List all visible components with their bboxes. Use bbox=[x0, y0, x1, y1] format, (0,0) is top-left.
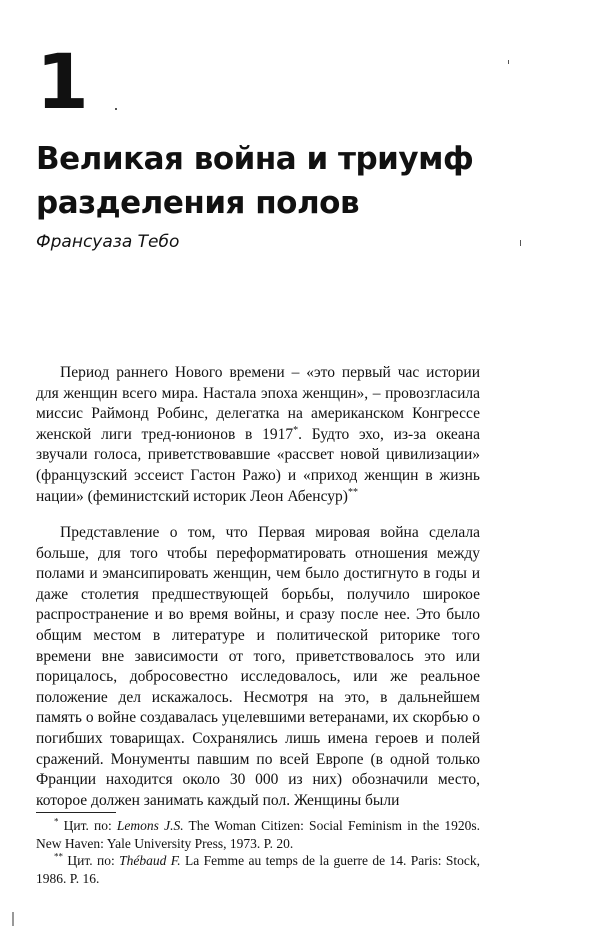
scan-speck bbox=[115, 108, 117, 110]
footnote-marker-2: ** bbox=[347, 486, 358, 498]
paragraph-2-text: Представление о том, что Первая мировая война сделала больше, для того чтобы переформатировать отношения между полами и эмансипировать женщин, чем было достигнуто в годы и даже столетия предшествующей борьбы, получило широкое распространение и во время войны, и сразу после нее. Это было общим местом в литературе и политической риторике того времени вне зависимости от того, приветствовалось это или порицалось, добросовестно исследовалось, или же реальное положение дел искажалось. Несмотря на это, в дальнейшем память о войне создавалась уцелевшими ветеранами, их скорбью о погибших товарищах. Сохранялись лишь имена героев и полей сражений. Монументы павшим по всей Европе (в одной только Франции находится около 30 000 из них) обозначили место, которое должен занимать каждый пол. Женщины были bbox=[36, 524, 480, 809]
chapter-title: Великая война и триумф разделения полов bbox=[36, 141, 474, 221]
paragraph-1-part-2: . Будто эхо, из-за океана звучали голоса, приветствовавшие «рассвет новой цивилизации» (французский эссеист Гастон Ражо) и «приход женщин в жизнь нации» (феминистский историк Леон Абенсур) bbox=[36, 425, 480, 505]
paragraph-text bbox=[36, 363, 480, 507]
footnote-2-author: Thébaud F. bbox=[119, 853, 181, 868]
footnote-1-prefix: Цит. по: bbox=[63, 818, 117, 833]
chapter-number: 1 bbox=[36, 37, 87, 126]
footnote-1-author: Lemons J.S. bbox=[116, 818, 184, 833]
body-paragraph-2 bbox=[36, 523, 480, 811]
footnote-2-prefix: Цит. по: bbox=[67, 853, 120, 868]
footnote-2 bbox=[36, 852, 480, 887]
footnote-divider bbox=[36, 812, 116, 813]
footnote-2-symbol: ** bbox=[54, 851, 63, 862]
scan-speck bbox=[508, 60, 509, 64]
footnote-2-rest: La Femme au temps de la guerre de 14. Paris: Stock, 1986. P. 16. bbox=[36, 853, 480, 886]
footnotes bbox=[36, 817, 480, 887]
paragraph-1-part-1: Период раннего Нового времени – «это первый час истории для женщин всего мира. Настала эпоха женщин», – провозгласила миссис Раймонд Робинс, делегатка на американском Конгрессе женской лиги тред-юнионов в 1917 bbox=[36, 364, 480, 443]
scan-speck bbox=[12, 912, 14, 926]
footnote-1-rest: The Woman Citizen: Social Feminism in the 1920s. New Haven: Yale University Press, 1973. P. 20. bbox=[36, 818, 481, 851]
body-paragraph-1 bbox=[36, 363, 480, 507]
footnote-marker-1: * bbox=[293, 424, 299, 436]
chapter-author: Франсуаза Тебо bbox=[36, 232, 180, 252]
footnote-1 bbox=[36, 817, 480, 852]
scan-speck bbox=[520, 240, 521, 246]
footnote-1-symbol: * bbox=[54, 816, 59, 827]
